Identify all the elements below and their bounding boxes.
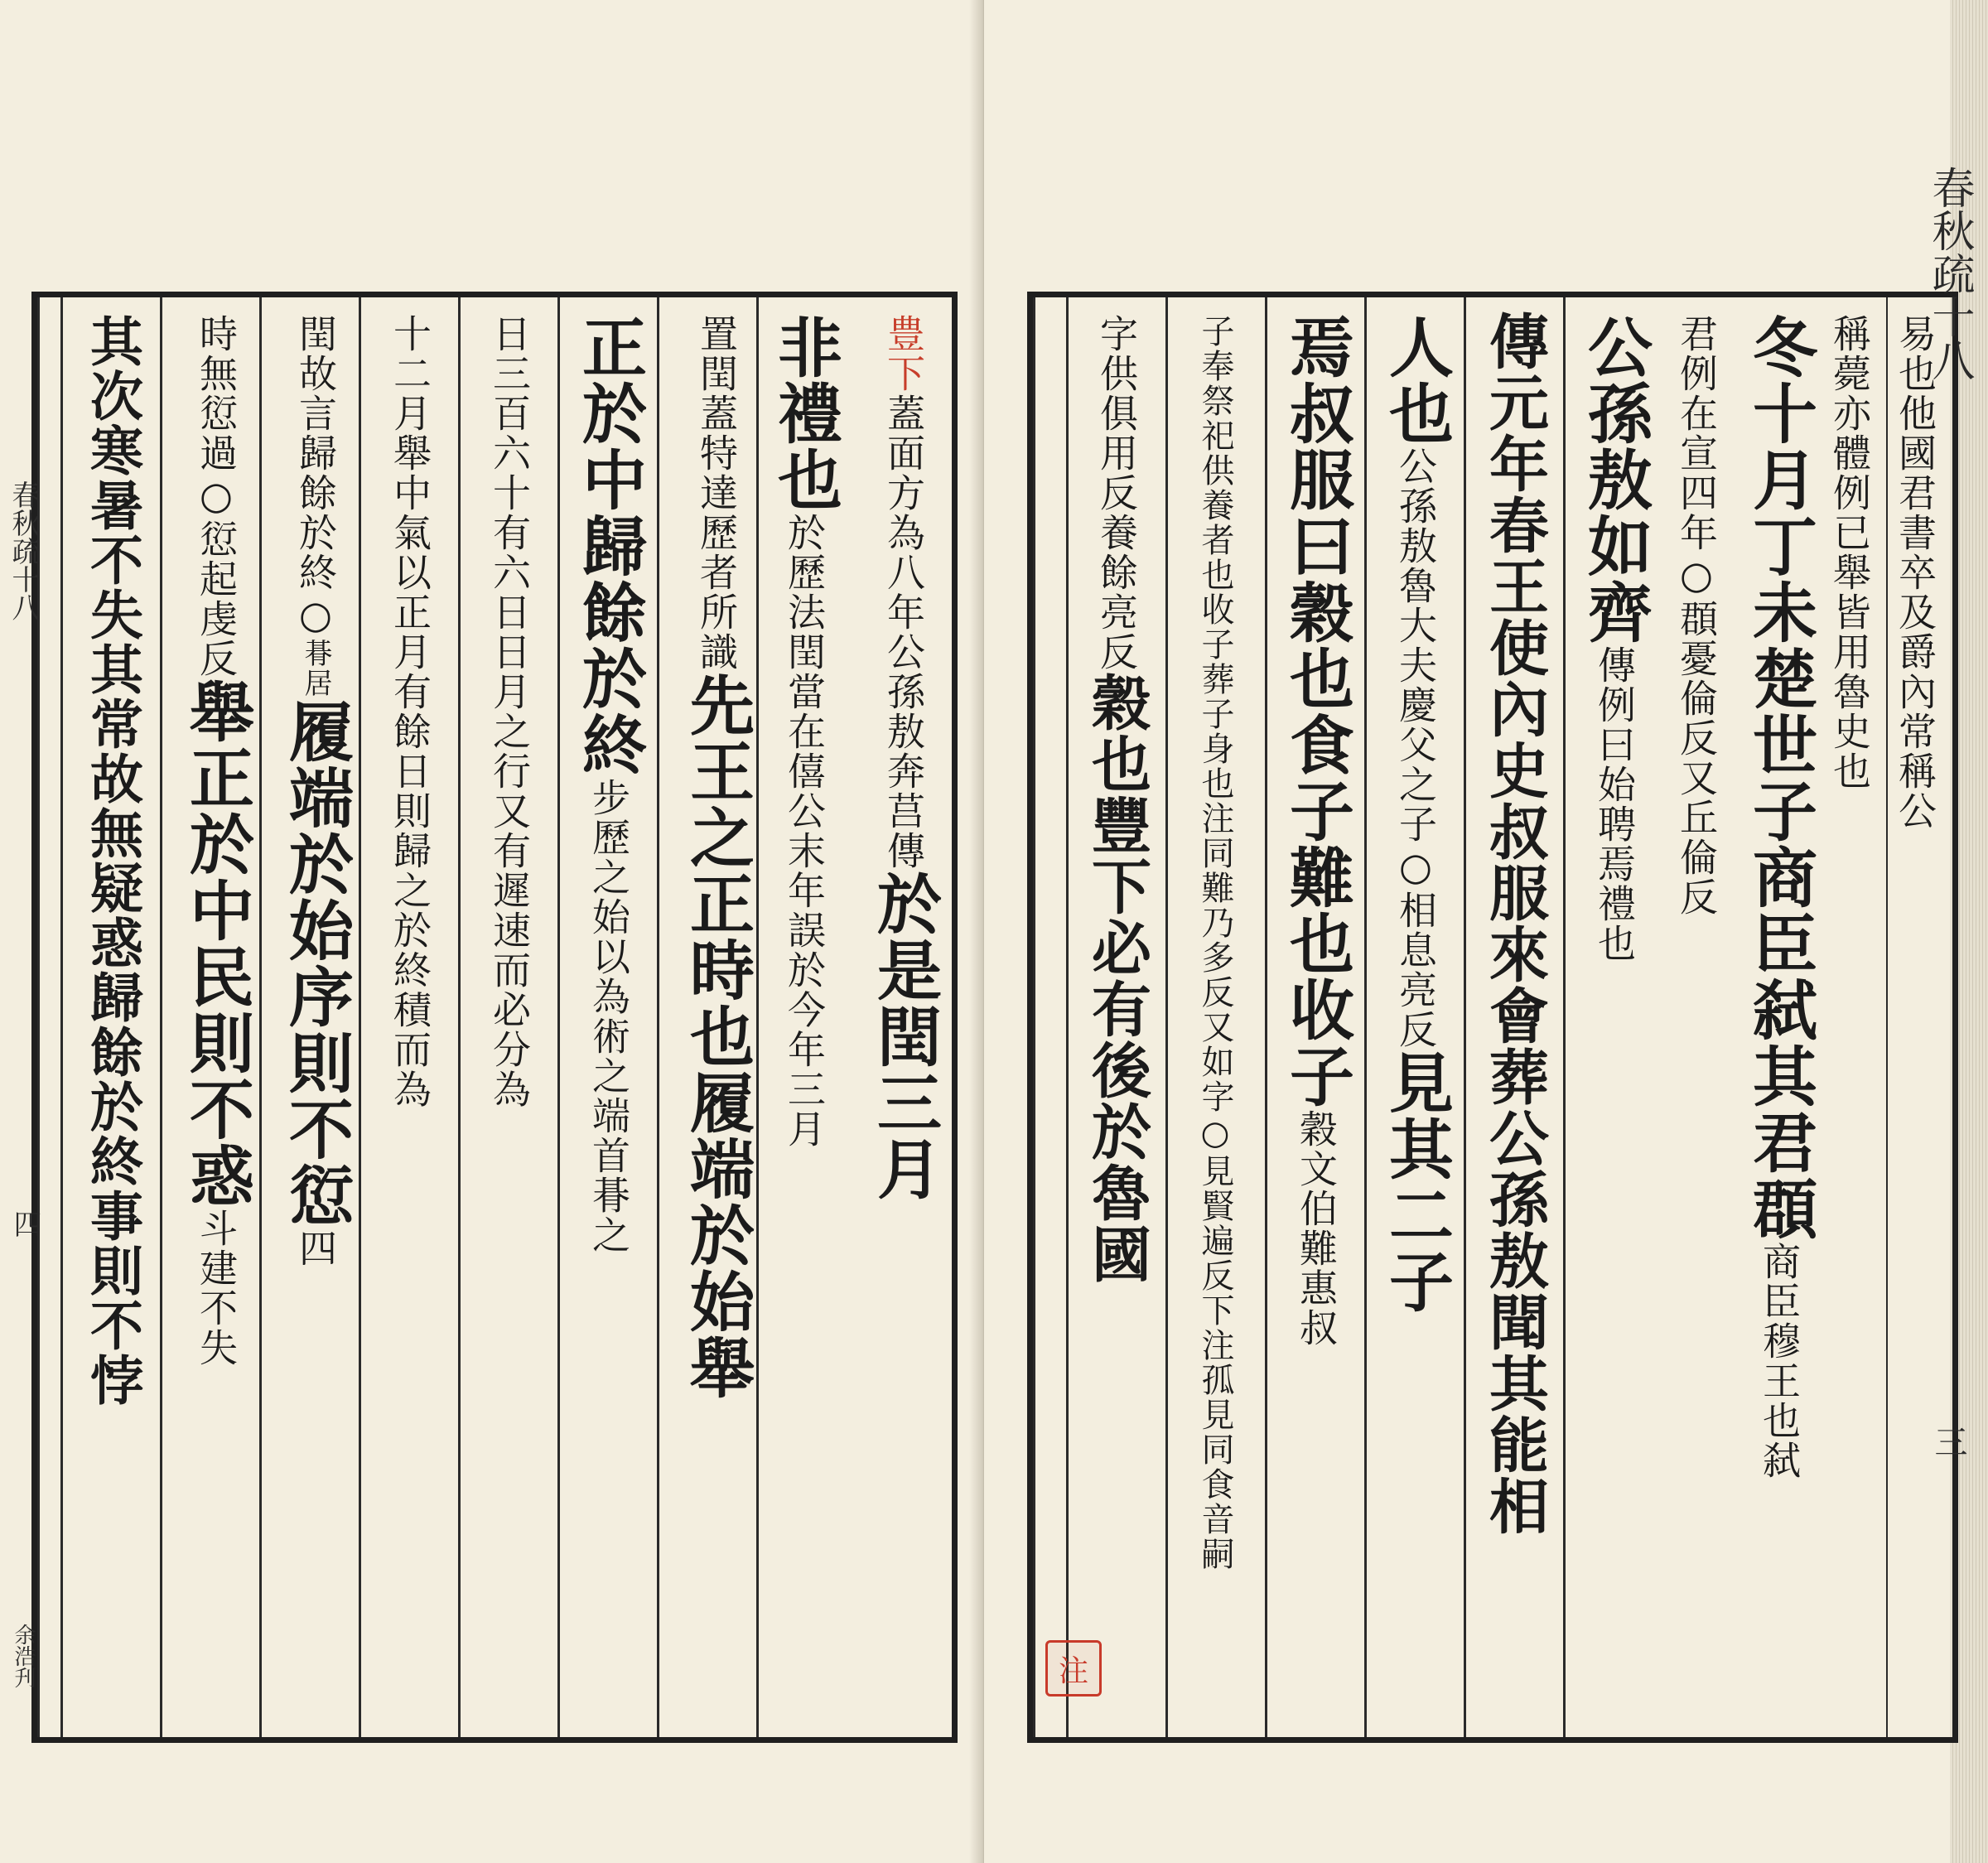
right-folio-title: 春秋疏十八 (1924, 166, 1974, 381)
column-r9: 子奉祭祀供養者也收子葬子身也注同難乃多反又如字○見賢遍反下注孤見同食音嗣 (1165, 297, 1265, 1737)
red-seal-mark: 注 (1045, 1640, 1102, 1696)
column-r5: 公孫敖如齊傳例曰始聘焉禮也 (1563, 297, 1662, 1737)
left-folio-number: 四 (8, 1209, 41, 1238)
column-right-margin (1033, 297, 1066, 1737)
column-r1: 易也他國君書卒及爵內常稱公 (1886, 297, 1952, 1737)
column-r4: 君例在宣四年○頵憂倫反又丘倫反 (1674, 314, 1719, 917)
column-r6: 傳元年春王使內史叔服來會葬公孫敖聞其能相 (1464, 297, 1563, 1737)
column-r3: 冬十月丁未楚世子商臣弑其君頵商臣穆王也弑 (1742, 314, 1817, 1480)
column-l3: 閏故言歸餘於終○朞居履端於始序則不愆四 (259, 297, 359, 1737)
column-l2: 時無愆過○愆起虔反舉正於中民則不惑斗建不失 (160, 297, 259, 1737)
column-l6: 正於中歸餘於終步歷之始以為術之端首朞之 (557, 297, 657, 1737)
printer-mark: 余浩刋 (11, 1624, 36, 1688)
column-l1: 其次寒暑不失其常故無疑惑歸餘於終事則不悖 (60, 297, 160, 1737)
column-l7: 置閏蓋特達歷者所識先王之正時也履端於始舉 (657, 297, 756, 1737)
red-annotation: 豊下 (881, 314, 926, 393)
column-l5: 日三百六十有六日日月之行又有遲速而必分為 (458, 297, 557, 1737)
column-r10: 字供俱用反養餘亮反穀也豐下必有後於魯國 (1066, 297, 1165, 1737)
right-page-frame (1027, 292, 1958, 1743)
column-l4: 十二月舉中氣以正月有餘日則歸之於終積而為 (359, 297, 458, 1737)
column-r7: 人也公孫敖魯大夫慶父之子○相息亮反見其二子 (1364, 297, 1464, 1737)
column-r2: 稱薨亦體例已舉皆用魯史也 (1827, 314, 1872, 791)
left-page (0, 0, 984, 1863)
column-l8: 非禮也於歷法閏當在僖公末年誤於今年三月 (756, 297, 853, 1737)
right-folio-number: 三 (1929, 1425, 1967, 1458)
column-l9: 豊下蓋面方為八年公孫敖奔莒傳於是閏三月 (866, 314, 942, 1202)
column-r8: 焉叔服曰穀也食子難也收子穀文伯難惠叔 (1265, 297, 1364, 1737)
left-folio-title: 春秋疏十八 (7, 480, 40, 621)
left-page-frame (31, 292, 958, 1743)
